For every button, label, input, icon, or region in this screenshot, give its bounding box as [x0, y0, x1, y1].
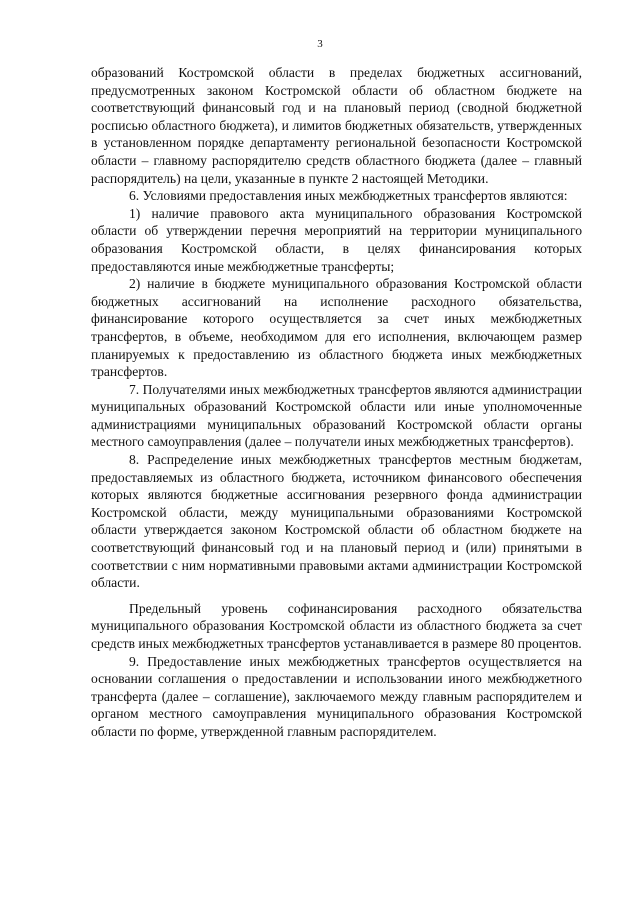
paragraph-item-6: 6. Условиями предоставления иных межбюджетных трансфертов являются: [129, 188, 568, 204]
paragraph-subitem-2: 2) наличие в бюджете муниципального образования Костромской области бюджетных ассигнований на исполнение расходного обязательства, финансирование которого осуществляется за счет иных межбюджетных трансфертов, в объеме, необходимом для его исполнения, включающем размер планируемых к предоставлению из областного бюджета иных межбюджетных трансфертов. [91, 276, 582, 380]
paragraph-item-7: 7. Получателями иных межбюджетных трансфертов являются администрации муниципальных образований Костромской области или иные уполномоченные администрациями муниципальных образований Костромской области органы местного самоуправления (далее – получатели иных межбюджетных трансфертов). [91, 381, 582, 450]
paragraph-cofinancing: Предельный уровень софинансирования расходного обязательства муниципального образования Костромской области из областного бюджета за счет средств иных межбюджетных трансфертов устанавливается в размере 80 процентов. [91, 600, 582, 651]
paragraph-continuation: образований Костромской области в пределах бюджетных ассигнований, предусмотренных законом Костромской области об областном бюджете на соответствующий финансовый год и на плановый период (сводной бюджетной росписью областного бюджета), и лимитов бюджетных обязательств, утвержденных в установленном порядке департаменту региональной безопасности Костромской области – главному распорядителю средств областного бюджета (далее – главный распорядитель) на цели, указанные в пункте 2 настоящей Методики. [91, 65, 582, 186]
page-number: 3 [317, 38, 323, 50]
paragraph-item-8: 8. Распределение иных межбюджетных трансфертов местным бюджетам, предоставляемых из областного бюджета, источником финансового обеспечения которых являются бюджетные ассигнования резервного фонда администрации Костромской области, между муниципальными образованиями Костромской области утверждается законом Костромской области об областном бюджете на соответствующий финансовый год и на плановый период и (или) принятыми в соответствии с ним нормативными правовыми актами администрации Костромской области. [91, 452, 582, 591]
document-body [91, 64, 582, 741]
paragraph-item-9: 9. Предоставление иных межбюджетных трансфертов осуществляется на основании соглашения о предоставлении и использовании иного межбюджетного трансферта (далее – соглашение), заключаемого между главным распорядителем и органом местного самоуправления муниципального образования Костромской области по форме, утвержденной главным распорядителем. [91, 653, 582, 739]
paragraph-subitem-1: 1) наличие правового акта муниципального образования Костромской области об утверждении перечня мероприятий на территории муниципального образования Костромской области, в целях финансирования которых предоставляются иные межбюджетные трансферты; [91, 205, 582, 274]
